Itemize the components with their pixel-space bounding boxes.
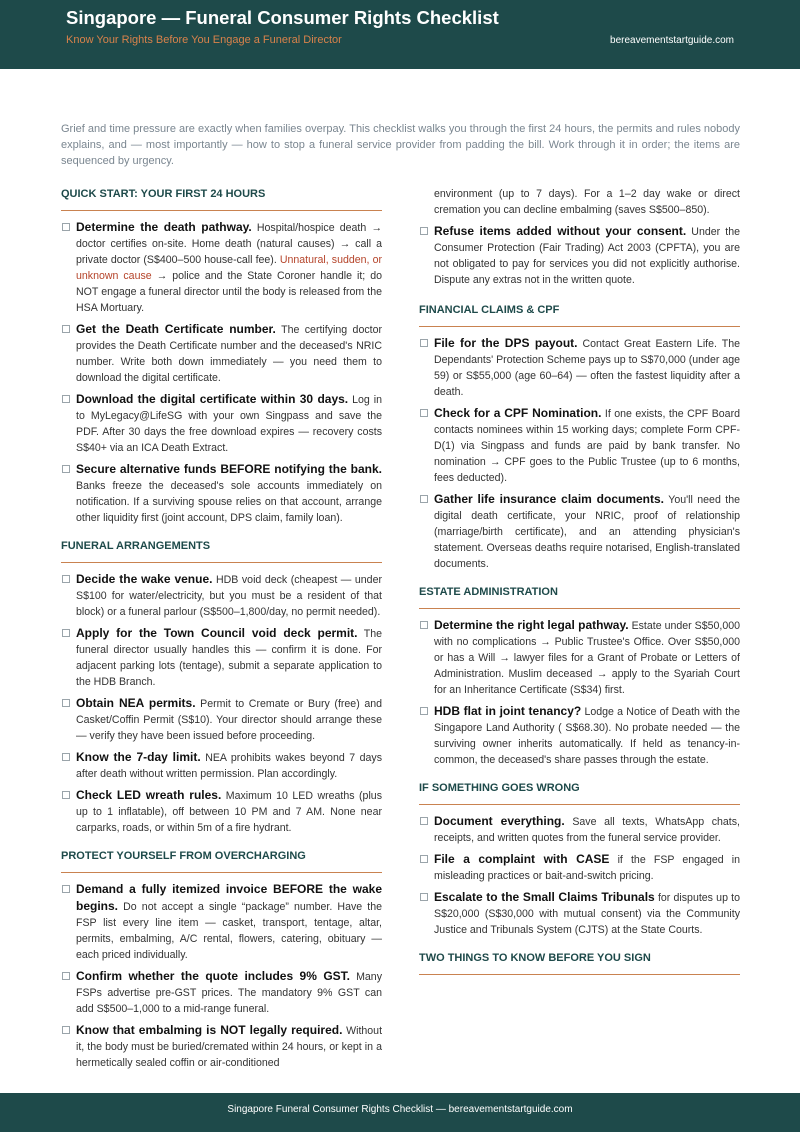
section-title: FUNERAL ARRANGEMENTS [61,540,382,563]
item-text: Log in to MyLegacy@LifeSG with your own Singpass and save the PDF. After 30 days the free download expires — recovery costs S$40+ via an ICA Death Extract. [76,394,382,454]
item-heading: Check for a CPF Nomination. [434,406,602,420]
checkbox[interactable] [420,817,428,825]
checklist-item [61,749,382,782]
checklist-item [61,881,382,963]
item-heading: Know that embalming is NOT legally required. [76,1023,343,1037]
checklist-item [61,695,382,744]
checkbox[interactable] [420,621,428,629]
section-title: ESTATE ADMINISTRATION [419,586,740,609]
checklist-item [61,1022,382,1071]
section-title: FINANCIAL CLAIMS & CPF [419,304,740,327]
item-text: If one exists, the CPF Board contacts nominees within 15 working days; complete Form CPF-D(1) via Singpass and funds are paid by bank transfer. No nomination → CPF goes to the Public Trustee (up to 6 months, fees deducted). [434,408,740,484]
item-text: Without it, the body must be buried/cremated within 24 hours, or kept in a hermetically sealed coffin or air-conditioned [76,1025,383,1069]
item-text: Hospital/hospice death → doctor certifies on-site. Home death (natural causes) → call a private doctor (S$400–500 house-call fee). [76,222,382,266]
item-text: The funeral director usually handles this — confirm it is done. For adjacent parking lots (tentage), submit a separate application to the HDB Branch. [76,628,382,688]
item-heading: Demand a fully itemized invoice BEFORE the wake begins. [76,882,382,913]
checklist-item [419,703,740,768]
checklist-item [419,617,740,698]
item-text: Save all texts, WhatsApp chats, receipts, and written quotes from the funeral service provider. [434,816,740,844]
checklist-item [61,968,382,1017]
checkbox[interactable] [62,629,70,637]
item-text: Maximum 10 LED wreaths (plus up to 1 inflatable), off between 10 PM and 7 AM. None near carparks, roads, or within 5m of a fire hydrant. [76,790,382,834]
checkbox[interactable] [420,409,428,417]
page-header [0,0,800,69]
page-subtitle: Know Your Rights Before You Engage a Funeral Director [66,34,342,46]
item-continuation: environment (up to 7 days). For a 1–2 day wake or direct cremation you can decline embalming (saves S$500–850). [434,188,740,216]
section-title: TWO THINGS TO KNOW BEFORE YOU SIGN [419,952,740,975]
item-text: NEA prohibits wakes beyond 7 days after death without written permission. Plan accordingly. [76,752,383,780]
checkbox[interactable] [62,791,70,799]
section-financial [419,304,740,572]
checkbox[interactable] [420,495,428,503]
checkbox[interactable] [62,753,70,761]
checkbox[interactable] [62,1026,70,1034]
item-heading: Know the 7-day limit. [76,750,201,764]
item-heading: Get the Death Certificate number. [76,322,276,336]
checklist-item [61,391,382,456]
item-text: Permit to Cremate or Bury (free) and Casket/Coffin Permit (S$10). Your director should arrange these — verify they have been issued before proceeding. [76,698,382,742]
checkbox[interactable] [62,223,70,231]
item-heading: Obtain NEA permits. [76,696,196,710]
item-text: Estate under S$50,000 with no complications → Public Trustee's Office. Over S$50,000 or has a Will → lawyer files for a Grant of Probate or Letters of Administration. Muslim deceased → apply to the Syariah Court for an Inheritance Certificate (S$34) first. [434,620,740,696]
item-heading: Apply for the Town Council void deck permit. [76,626,358,640]
item-heading: Refuse items added without your consent. [434,224,687,238]
item-text: The certifying doctor provides the Death Certificate number and the deceased's NRIC number. Write both down immediately — you need them to download the digital certificate. [76,324,382,384]
checkbox[interactable] [62,699,70,707]
item-heading: HDB flat in joint tenancy? [434,704,582,718]
footer-text: Singapore Funeral Consumer Rights Checklist — bereavementstartguide.com [227,1104,573,1115]
checklist-item [419,491,740,572]
checkbox[interactable] [420,893,428,901]
checkbox[interactable] [420,855,428,863]
checkbox[interactable] [62,325,70,333]
item-text: for disputes up to S$20,000 (S$30,000 with mutual consent) via the Community Justice and Tribunals System (CJTS) at the State Courts. [434,892,740,936]
item-heading: Determine the right legal pathway. [434,618,629,632]
checklist-item [61,461,382,526]
section-title: PROTECT YOURSELF FROM OVERCHARGING [61,850,382,873]
item-heading: Secure alternative funds BEFORE notifying the bank. [76,462,382,476]
checkbox[interactable] [420,339,428,347]
right-column [419,186,740,989]
item-text: if the FSP engaged in misleading practices or bait-and-switch pricing. [434,854,741,882]
item-text: Banks freeze the deceased's sole accounts immediately on notification. If a surviving spouse relies on that account, arrange other liquidity first (joint account, DPS claim, family loan). [76,480,382,524]
checklist-item [61,787,382,836]
section-estate [419,586,740,768]
section-two-things [419,952,740,975]
section-funeral [61,540,382,836]
item-heading: Escalate to the Small Claims Tribunals [434,890,655,904]
item-heading: Gather life insurance claim documents. [434,492,664,506]
page-footer [0,1093,800,1132]
item-heading: Check LED wreath rules. [76,788,222,802]
section-title: IF SOMETHING GOES WRONG [419,782,740,805]
item-text: → police and the State Coroner handle it; do NOT engage a funeral director until the body is released from the HSA Mortuary. [76,270,382,314]
item-highlight: Unnatural, sudden, or unknown cause [76,254,382,282]
checklist-item [419,889,740,938]
checklist-item [61,571,382,620]
item-text: Contact Great Eastern Life. The Dependants' Protection Scheme pays up to S$70,000 (under age 59) or S$55,000 (age 60–64) — often the fastest liquidity after a death. [434,338,740,398]
item-heading: Confirm whether the quote includes 9% GST. [76,969,351,983]
checklist-item [419,405,740,486]
checklist-item [419,851,740,884]
checkbox[interactable] [62,575,70,583]
section-protect [61,850,382,1071]
item-heading: Document everything. [434,814,565,828]
item-heading: File for the DPS payout. [434,336,578,350]
checkbox[interactable] [62,972,70,980]
item-text: Do not accept a single “package” number. Have the FSP list every line item — casket, transport, tentage, altar, permits, embalming, A/C rental, flowers, catering, obituary — each priced individually. [76,901,382,961]
section-wrong [419,782,740,938]
item-text: Under the Consumer Protection (Fair Trading) Act 2003 (CPFTA), you are not obligated to pay for services you did not explicitly authorise. Dispute any extras not in the written quote. [434,226,741,286]
site-url[interactable]: bereavementstartguide.com [610,35,734,46]
section-title: QUICK START: YOUR FIRST 24 HOURS [61,188,382,211]
item-heading: Download the digital certificate within 30 days. [76,392,349,406]
checkbox[interactable] [420,227,428,235]
checklist-item [61,625,382,690]
section-quickstart [61,188,382,526]
checkbox[interactable] [62,395,70,403]
item-heading: Decide the wake venue. [76,572,213,586]
item-heading: Determine the death pathway. [76,220,252,234]
checklist-item [61,219,382,316]
checkbox[interactable] [62,465,70,473]
left-column [61,186,382,1085]
page-title: Singapore — Funeral Consumer Rights Checklist [66,7,499,28]
item-text: HDB void deck (cheapest — under S$100 for water/electricity, but you must be a resident of that block) or a funeral parlour (S$500–1,800/day, no permit needed). [76,574,382,618]
checkbox[interactable] [62,885,70,893]
checklist-item [419,813,740,846]
item-heading: File a complaint with CASE [434,852,610,866]
checkbox[interactable] [420,707,428,715]
checklist-item [61,321,382,386]
intro-paragraph: Grief and time pressure are exactly when families overpay. This checklist walks you through the first 24 hours, the permits and rules nobody explains, and — most importantly — how to stop a funeral service provider from padding the bill. Work through it in order; the items are sequenced by urgency. [61,123,740,167]
checklist-item [419,335,740,400]
checklist-item [419,223,740,288]
item-text: You'll need the digital death certificate, your NRIC, proof of relationship (marriage/birth certificate), and an attending physician's statement. Overseas deaths require notarised, English-translated documents. [434,494,740,570]
item-text: Lodge a Notice of Death with the Singapore Land Authority ( S$68.30). No probate needed — the surviving owner inherits automatically. If held as tenancy-in-common, the deceased's share passes through the estate. [434,706,740,766]
item-text: Many FSPs advertise pre-GST prices. The mandatory 9% GST can add S$500–1,000 to a mid-range funeral. [76,971,382,1015]
